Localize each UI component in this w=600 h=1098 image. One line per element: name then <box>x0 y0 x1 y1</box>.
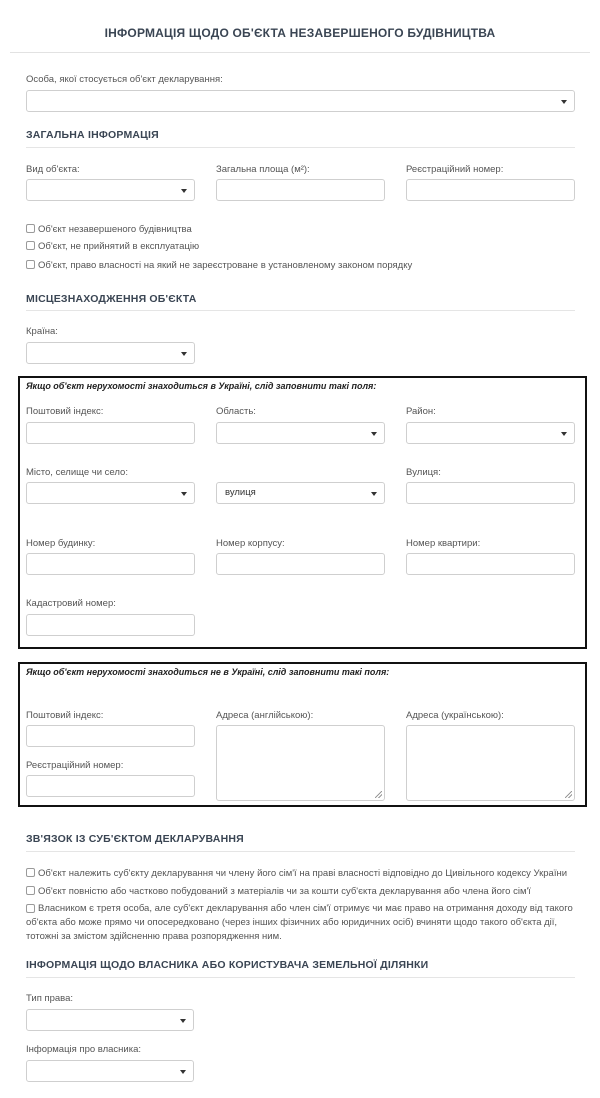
area-input[interactable] <box>216 179 385 201</box>
region-select[interactable] <box>216 422 385 444</box>
cadastral-input[interactable] <box>26 614 195 636</box>
right-type-label: Тип права: <box>26 993 74 1004</box>
abroad-reg-number-label: Реєстраційний номер: <box>26 760 124 771</box>
abroad-box-note: Якщо об'єкт нерухомості знаходиться не в Україні, слід заповнити такі поля: <box>26 667 390 677</box>
person-label: Особа, якої стосується об'єкт декларування: <box>26 74 223 85</box>
page-title: ІНФОРМАЦІЯ ЩОДО ОБ'ЄКТА НЕЗАВЕРШЕНОГО БУДІВНИЦТВА <box>104 26 496 40</box>
ua-postal-label: Поштовий індекс: <box>26 406 104 417</box>
country-label: Країна: <box>26 326 58 337</box>
object-type-label: Вид об'єкта: <box>26 164 80 175</box>
ukraine-box-note: Якщо об'єкт нерухомості знаходиться в Україні, слід заповнити такі поля: <box>26 381 377 391</box>
reg-number-label: Реєстраційний номер: <box>406 164 504 175</box>
checkbox-row-built[interactable]: Об'єкт повністю або частково побудований з матеріалів чи за кошти суб'єкта декларування або члена його сім'ї <box>26 886 531 897</box>
person-select[interactable] <box>26 90 575 112</box>
chevron-down-icon <box>371 432 377 436</box>
city-label: Місто, селище чи село: <box>26 467 128 478</box>
checkbox-row-third-party[interactable]: Власником є третя особа, але суб'єкт декларування або член сім'ї отримує чи має право на отримання доходу від такого об'єкта або може прямо чи опосередковано (через інших фізичних або юридичних осіб) вчиняти щодо такого об'єкта дії, тотожні за змістом здійсненню права розпорядження ним. <box>26 903 573 942</box>
house-input[interactable] <box>26 553 195 575</box>
address-en-label: Адреса (англійською): <box>216 710 314 721</box>
chevron-down-icon <box>181 352 187 356</box>
chevron-down-icon <box>561 100 567 104</box>
chevron-down-icon <box>181 189 187 193</box>
reg-number-input[interactable] <box>406 179 575 201</box>
checkbox[interactable] <box>26 904 35 913</box>
general-divider <box>26 147 575 148</box>
checkbox-row-owned[interactable]: Об'єкт належить суб'єкту декларування чи члену його сім'ї на праві власності відповідно до Цивільного кодексу України <box>26 868 567 879</box>
resize-handle-icon[interactable] <box>375 791 382 798</box>
chevron-down-icon <box>180 1019 186 1023</box>
checkbox-row-not-registered[interactable]: Об'єкт, право власності на який не зареєстроване в установленому законом порядку <box>26 260 412 271</box>
checkbox[interactable] <box>26 224 35 233</box>
apartment-input[interactable] <box>406 553 575 575</box>
address-en-textarea[interactable] <box>216 725 385 801</box>
location-heading: МІСЦЕЗНАХОДЖЕННЯ ОБ'ЄКТА <box>26 293 197 305</box>
address-uk-textarea[interactable] <box>406 725 575 801</box>
relation-heading: ЗВ'ЯЗОК ІЗ СУБ'ЄКТОМ ДЕКЛАРУВАННЯ <box>26 833 244 845</box>
land-owner-divider <box>26 977 575 978</box>
apartment-label: Номер квартири: <box>406 538 481 549</box>
house-label: Номер будинку: <box>26 538 96 549</box>
address-uk-label: Адреса (українською): <box>406 710 504 721</box>
checkbox[interactable] <box>26 260 35 269</box>
land-owner-heading: ІНФОРМАЦІЯ ЩОДО ВЛАСНИКА АБО КОРИСТУВАЧА ЗЕМЕЛЬНОЇ ДІЛЯНКИ <box>26 959 429 971</box>
abroad-postal-label: Поштовий індекс: <box>26 710 104 721</box>
chevron-down-icon <box>180 1070 186 1074</box>
ua-postal-input[interactable] <box>26 422 195 444</box>
street-type-select[interactable] <box>216 482 385 504</box>
city-select[interactable] <box>26 482 195 504</box>
checkbox[interactable] <box>26 868 35 877</box>
abroad-reg-number-input[interactable] <box>26 775 195 797</box>
chevron-down-icon <box>561 432 567 436</box>
abroad-postal-input[interactable] <box>26 725 195 747</box>
title-divider <box>10 52 590 53</box>
owner-info-label: Інформація про власника: <box>26 1044 142 1055</box>
right-type-select[interactable] <box>26 1009 194 1031</box>
street-type-value: вулиця <box>225 487 256 498</box>
building-input[interactable] <box>216 553 385 575</box>
street-label: Вулиця: <box>406 467 441 478</box>
chevron-down-icon <box>371 492 377 496</box>
country-select[interactable] <box>26 342 195 364</box>
object-type-select[interactable] <box>26 179 195 201</box>
location-divider <box>26 310 575 311</box>
checkbox-row-not-commissioned[interactable]: Об'єкт, не прийнятий в експлуатацію <box>26 241 199 252</box>
general-heading: ЗАГАЛЬНА ІНФОРМАЦІЯ <box>26 129 159 141</box>
cadastral-label: Кадастровий номер: <box>26 598 116 609</box>
chevron-down-icon <box>181 492 187 496</box>
relation-divider <box>26 851 575 852</box>
checkbox-row-unfinished[interactable]: Об'єкт незавершеного будівництва <box>26 224 192 235</box>
district-select[interactable] <box>406 422 575 444</box>
checkbox[interactable] <box>26 241 35 250</box>
region-label: Область: <box>216 406 256 417</box>
district-label: Район: <box>406 406 436 417</box>
checkbox[interactable] <box>26 886 35 895</box>
area-label: Загальна площа (м²): <box>216 164 310 175</box>
owner-info-select[interactable] <box>26 1060 194 1082</box>
resize-handle-icon[interactable] <box>565 791 572 798</box>
building-label: Номер корпусу: <box>216 538 285 549</box>
street-input[interactable] <box>406 482 575 504</box>
